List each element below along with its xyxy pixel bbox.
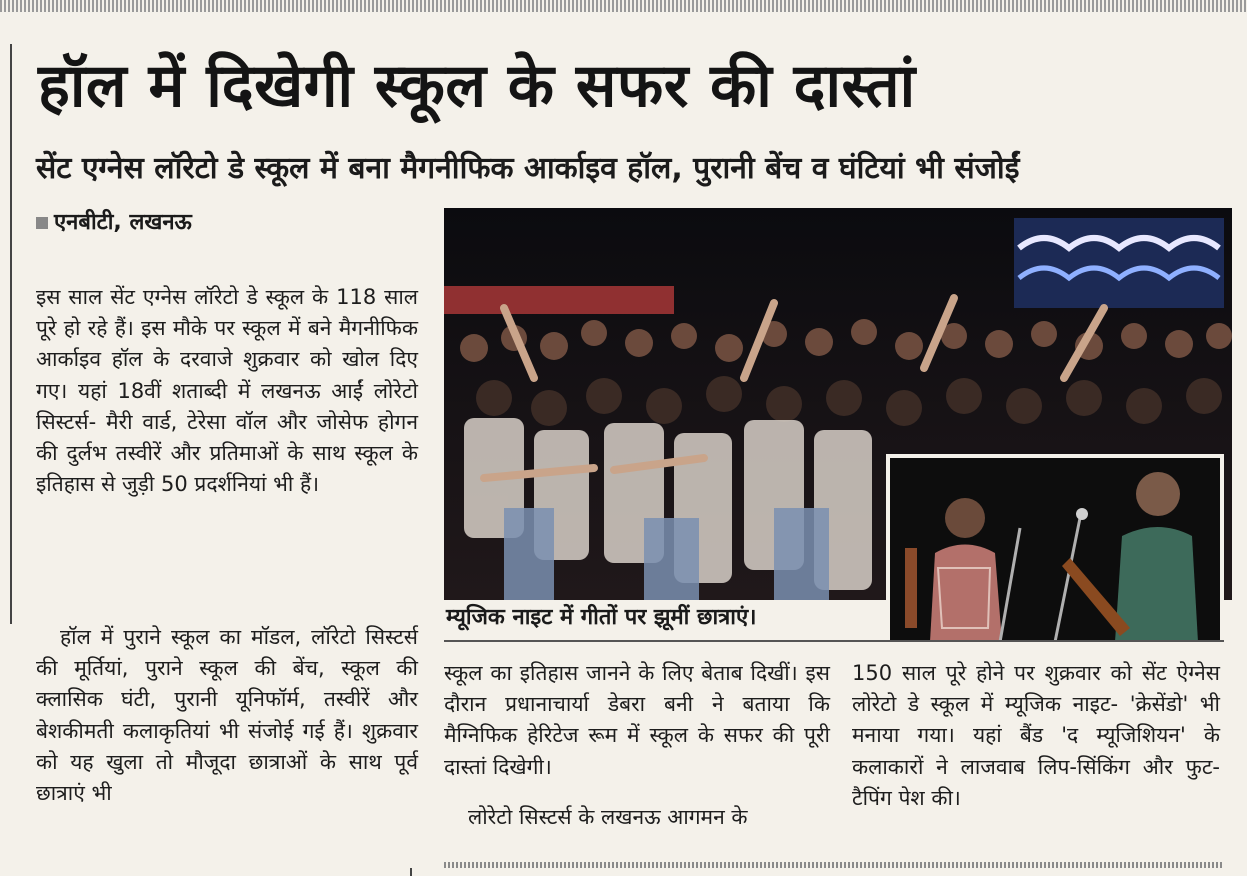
headline: हॉल में दिखेगी स्कूल के सफर की दास्तां: [38, 51, 916, 121]
article-paragraph-2: हॉल में पुराने स्कूल का मॉडल, लॉरेटो सिस्टर्स की मूर्तियां, पुराने स्कूल की बेंच, स्कूल की क्लासिक घंटी, पुरानी यूनिफॉर्म, तस्वीरें और बेशकीमती कलाकृतियां भी संजोई गई हैं। शुक्रवार को यह खुला तो मौजूदा छात्राओं के साथ पूर्व छात्राएं भी: [36, 625, 418, 806]
bottom-dotted-rule: [444, 862, 1224, 868]
article-paragraph-3: स्कूल का इतिहास जानने के लिए बेताब दिखीं। इस दौरान प्रधानाचार्या डेबरा बनी ने बताया कि मैग्निफिक हेरिटेज रूम में स्कूल के सफर की पूरी दास्तां दिखेगी।: [444, 661, 830, 779]
caption-rule: [444, 640, 1224, 642]
article-paragraph-1: इस साल सेंट एग्नेस लॉरेटो डे स्कूल के 118 साल पूरे हो रहे हैं। इस मौके पर स्कूल में बने मैगनीफिक आर्काइव हॉल के दरवाजे शुक्रवार को खोल दिए गए। यहां 18वीं शताब्दी में लखनऊ आईं लोरेटो सिस्टर्स- मैरी वार्ड, टेरेसा वॉल और जोसेफ होगन की दुर्लभ तस्वीरें और प्रतिमाओं के साथ स्कूल के इतिहास से जुड़ी 50 प्रदर्शनियां भी हैं।: [36, 285, 418, 497]
top-dotted-rule: [0, 0, 1247, 12]
article-paragraph-5: 150 साल पूरे होने पर शुक्रवार को सेंट ऐग्नेस लोरेटो डे स्कूल में म्यूजिक नाइट- 'क्रेसेंडो' भी मनाया गया। यहां बैंड 'द म्यूजिशियन' के कलाकारों ने लाजवाब लिप-सिंकिंग और फुट-टैपिंग पेश की।: [852, 661, 1220, 810]
column-tick: [410, 868, 412, 876]
photo-caption: म्यूजिक नाइट में गीतों पर झूमीं छात्राएं।: [446, 605, 757, 630]
band-inset-photo: [886, 454, 1224, 646]
left-column-rule: [10, 44, 12, 624]
band-inset-illustration: [890, 458, 1220, 642]
subheadline: सेंट एग्नेस लॉरेटो डे स्कूल में बना मैगनीफिक आर्काइव हॉल, पुरानी बेंच व घंटियां भी संजोईं: [36, 151, 1020, 186]
article-paragraph-4: लोरेटो सिस्टर्स के लखनऊ आगमन के: [468, 805, 748, 829]
square-bullet-icon: [36, 217, 48, 229]
byline: [36, 206, 192, 240]
byline-text: एनबीटी, लखनऊ: [54, 210, 192, 235]
